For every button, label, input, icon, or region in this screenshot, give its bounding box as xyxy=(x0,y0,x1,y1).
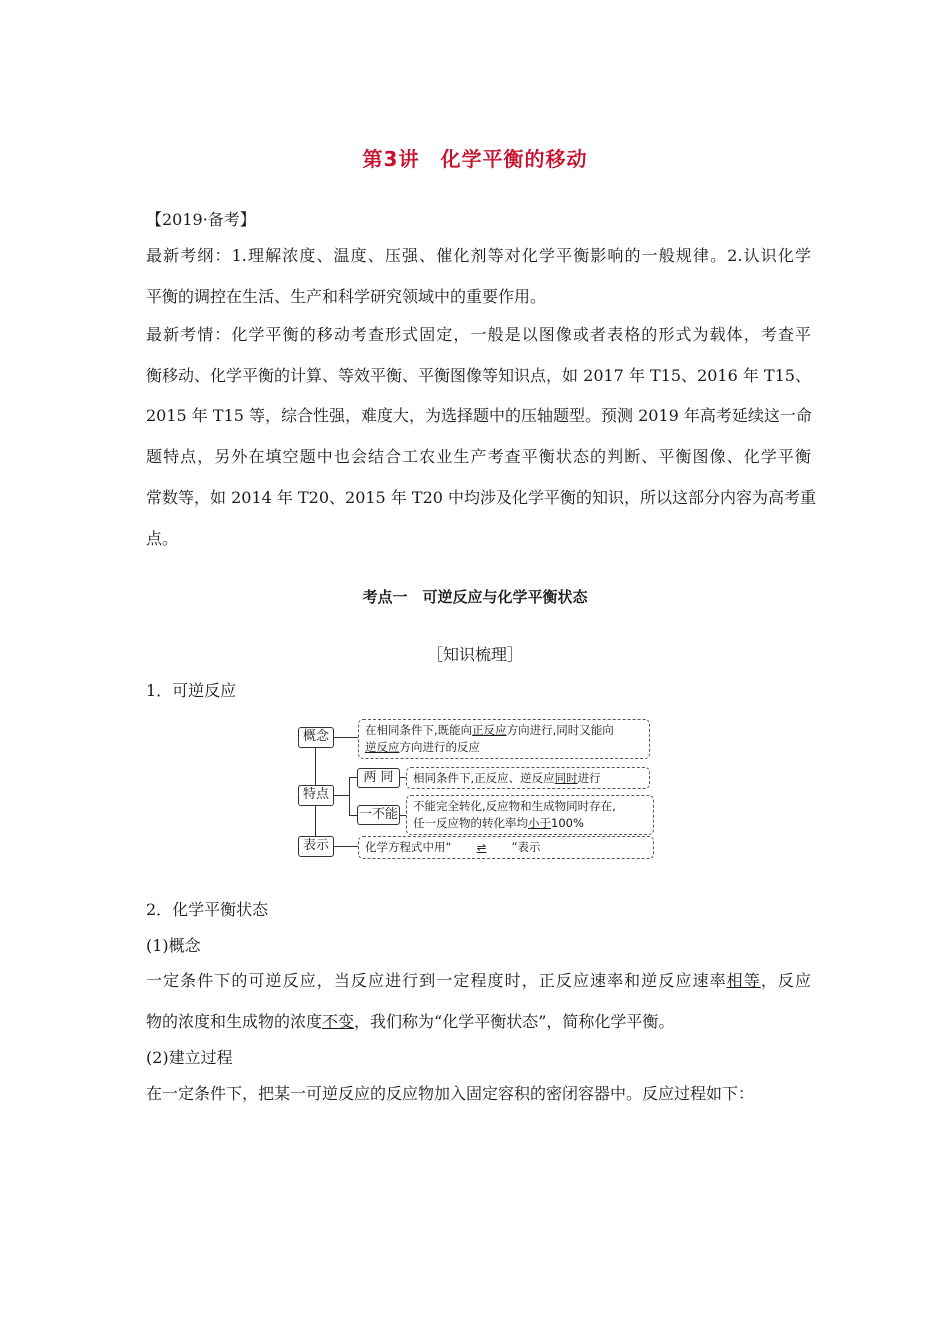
kaodian-heading: 考点一 可逆反应与化学平衡状态 xyxy=(362,588,588,606)
concept-line-2 xyxy=(146,1012,811,1032)
concept-line-1 xyxy=(146,971,811,991)
node-liangtong: 两 同 xyxy=(357,768,400,788)
box-yibuneng-text-2b: 小于 xyxy=(528,816,551,830)
equilibrium-arrow-icon: ⇌ xyxy=(476,840,487,854)
box-liangtong-text-c: 进行 xyxy=(577,771,601,785)
connector-gainian xyxy=(332,737,358,738)
kaoqing-line-2: 衡移动、化学平衡的计算、等效平衡、平衡图像等知识点，如 2017 年 T15、2016 年 T15、 xyxy=(146,366,811,385)
zhishi-heading: ［知识梳理］ xyxy=(426,645,523,664)
kaoqing-line-4: 题特点，另外在填空题中也会结合工农业生产考查平衡状态的判断、平衡图像、化学平衡 xyxy=(146,447,811,466)
concept-text-2a: 物的浓度和生成物的浓度 xyxy=(146,1012,323,1031)
concept-text-1c: ，反应 xyxy=(760,971,811,990)
box-yibuneng-text-1: 不能完全转化,反应物和生成物同时存在, xyxy=(413,799,616,813)
box-biaoshi-text-b: ”表示 xyxy=(511,840,541,854)
gangyao-line-2: 平衡的调控在生活、生产和科学研究领域中的重要作用。 xyxy=(146,287,547,306)
box-yibuneng-text-2c: 100% xyxy=(551,816,584,830)
kaoqing-line-3: 2015 年 T15 等，综合性强，难度大，为选择题中的压轴题型。预测 2019 年高考延续这一命 xyxy=(146,406,812,425)
box-gainian-text-2a: 逆反应 xyxy=(365,740,400,754)
node-yibuneng: 一不能 xyxy=(357,805,400,825)
process-line: 在一定条件下，把某一可逆反应的反应物加入固定容积的密闭容器中。反应过程如下： xyxy=(146,1084,755,1103)
gangyao-line-1: 最新考纲：1.理解浓度、温度、压强、催化剂等对化学平衡影响的一般规律。2.认识化学 xyxy=(146,246,811,265)
kaoqing-line-5: 常数等，如 2014 年 T20、2015 年 T20 中均涉及化学平衡的知识，所以这部分内容为高考重 xyxy=(146,488,817,507)
item-1-heading: 1．可逆反应 xyxy=(146,681,237,700)
connector-biaoshi xyxy=(332,846,358,847)
concept-text-1a: 一定条件下的可逆反应，当反应进行到一定程度时，正反应速率和逆反应速率 xyxy=(146,971,727,990)
concept-text-2b: 不变 xyxy=(322,1012,355,1031)
box-liangtong xyxy=(406,767,650,789)
box-yibuneng xyxy=(406,795,654,835)
box-gainian-text-2b: 方向进行的反应 xyxy=(399,740,480,754)
connector-yibuneng xyxy=(349,815,357,816)
node-biaoshi: 表示 xyxy=(298,836,334,857)
branch-line xyxy=(349,777,350,815)
box-liangtong-text-b: 同时 xyxy=(554,771,578,785)
node-gainian: 概念 xyxy=(298,727,334,748)
box-liangtong-text-a: 相同条件下,正反应、逆反应 xyxy=(413,771,555,785)
box-gainian xyxy=(358,719,650,759)
box-gainian-text-1b: 正反应 xyxy=(472,723,507,737)
box-gainian-text-1c: 方向进行,同时又能向 xyxy=(506,723,614,737)
section-tag: 【2019·备考】 xyxy=(146,210,256,229)
box-biaoshi-text-a: 化学方程式中用“ xyxy=(365,840,452,854)
connector-tedian xyxy=(332,795,349,796)
box-yibuneng-text-2a: 任一反应物的转化率均 xyxy=(413,816,528,830)
connector-liangtong xyxy=(349,777,357,778)
node-tedian: 特点 xyxy=(298,785,334,806)
page-title: 第3讲 化学平衡的移动 xyxy=(362,147,588,171)
concept-text-2c: ，我们称为“化学平衡状态”，简称化学平衡。 xyxy=(354,1012,675,1031)
concept-text-1b: 相等 xyxy=(726,971,761,990)
reversible-reaction-diagram xyxy=(296,718,658,864)
kaoqing-line-1: 最新考情：化学平衡的移动考查形式固定，一般是以图像或者表格的形式为载体，考查平 xyxy=(146,325,811,344)
kaoqing-line-6: 点。 xyxy=(146,529,179,548)
box-gainian-text-1a: 在相同条件下,既能向 xyxy=(365,723,473,737)
sub-2-heading: (2)建立过程 xyxy=(146,1048,233,1067)
item-2-heading: 2．化学平衡状态 xyxy=(146,900,269,919)
sub-1-heading: (1)概念 xyxy=(146,936,201,955)
box-biaoshi xyxy=(358,836,654,859)
